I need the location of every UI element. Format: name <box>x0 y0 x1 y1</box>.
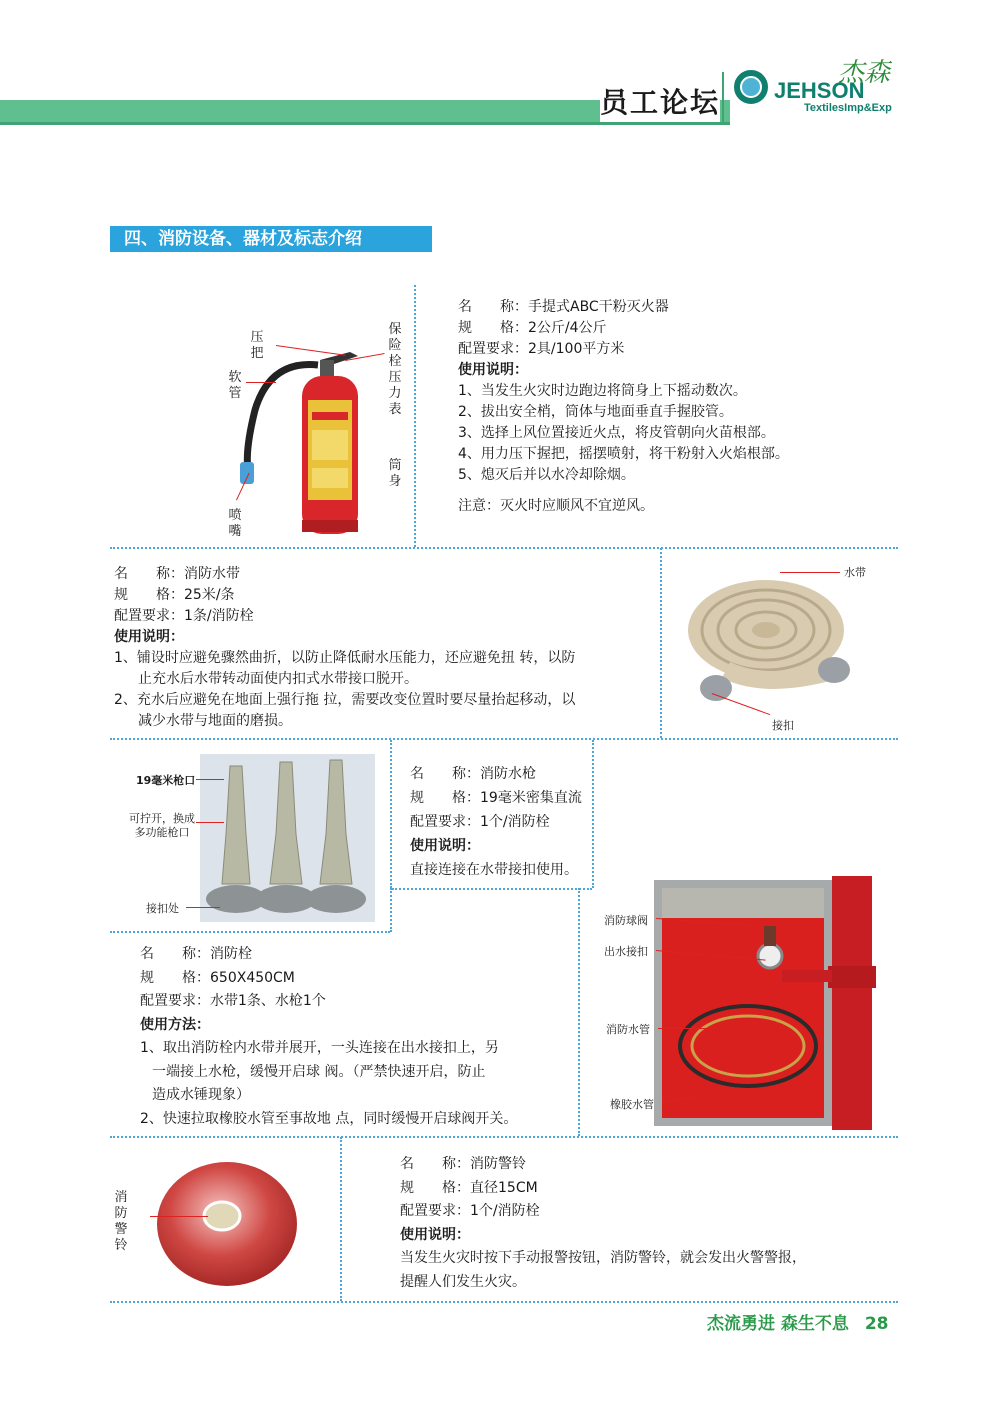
field-label: 名 称： <box>400 1156 470 1172</box>
hose-step: 减少水带与地面的磨损。 <box>138 713 292 729</box>
hose-req: 1条/消防栓 <box>184 608 254 624</box>
hydrant-label-outlet: 出水接扣 <box>604 945 648 958</box>
extinguisher-spec: 2公斤/4公斤 <box>528 320 607 336</box>
extinguisher-label-handle: 压把 <box>250 330 264 361</box>
extinguisher-req: 2具/100平方米 <box>528 341 625 357</box>
nozzle-usage-title: 使用说明： <box>410 838 480 854</box>
field-label: 名 称： <box>458 299 528 315</box>
nozzle-usage: 直接连接在水带接扣使用。 <box>410 862 578 878</box>
field-label: 名 称： <box>140 946 210 962</box>
hydrant-req: 水带1条、水枪1个 <box>210 993 326 1009</box>
hose-name-row <box>114 564 575 585</box>
brand-logo <box>730 50 900 126</box>
header-separator <box>722 72 724 124</box>
hose-usage-title: 使用说明： <box>114 629 184 645</box>
hydrant-label-valve: 消防球阀 <box>604 914 648 927</box>
extinguisher-step: 3、选择上风位置接近火点，将皮管朝向火苗根部。 <box>458 425 775 441</box>
nozzle-label-screw: 可拧开，换成多功能枪口 <box>129 812 195 839</box>
divider <box>390 740 392 888</box>
hydrant-label-rubber: 橡胶水管 <box>610 1098 654 1111</box>
hose-label-coupling: 接扣 <box>772 719 794 732</box>
divider <box>414 285 416 547</box>
bell-usage-line: 当发生火灾时按下手动报警按钮，消防警铃，就会发出火警警报， <box>400 1250 806 1266</box>
nozzle-spec-row <box>410 786 582 810</box>
nozzle-name: 消防水枪 <box>480 766 536 782</box>
divider <box>340 1137 342 1301</box>
divider <box>110 547 898 549</box>
hydrant-step: 1、取出消防栓内水带并展开，一头连接在出水接扣上，另 <box>140 1040 499 1056</box>
hose-step: 1、铺设时应避免骤然曲折，以防止降低耐水压能力，还应避免扭 转，以防 <box>114 650 576 666</box>
brand-cn: 杰森 <box>838 58 891 88</box>
field-label: 配置要求： <box>114 608 184 624</box>
field-label: 配置要求： <box>458 341 528 357</box>
extinguisher-usage-title: 使用说明： <box>458 362 528 378</box>
extinguisher-info <box>458 297 789 517</box>
bell-name: 消防警铃 <box>470 1156 526 1172</box>
bell-spec: 直径15CM <box>470 1179 538 1196</box>
nozzle-name-row <box>410 762 582 786</box>
pointer-line <box>196 822 224 823</box>
field-label: 规 格： <box>114 587 184 603</box>
hydrant-name-row <box>140 943 517 967</box>
footer-slogan <box>707 1309 889 1334</box>
pointer-line <box>186 907 220 908</box>
pointer-line <box>780 572 840 573</box>
page-number: 28 <box>864 1314 889 1334</box>
extinguisher-name: 手提式ABC干粉灭火器 <box>528 299 669 315</box>
pointer-line <box>196 779 224 780</box>
extinguisher-label-pin-gauge: 保险栓压力表 <box>388 322 402 417</box>
section-title: 四、消防设备、器材及标志介绍 <box>124 229 362 249</box>
extinguisher-step: 1、当发生火灾时边跑边将筒身上下摇动数次。 <box>458 383 747 399</box>
nozzle-label-mouth: 19毫米枪口 <box>136 774 196 787</box>
field-label: 规 格： <box>400 1179 470 1196</box>
field-label: 配置要求： <box>400 1203 470 1219</box>
extinguisher-label-body: 筒身 <box>388 458 402 489</box>
divider <box>110 738 898 740</box>
extinguisher-label-hose: 软管 <box>228 370 242 401</box>
divider <box>592 740 594 888</box>
divider <box>110 931 390 933</box>
bell-usage-title: 使用说明： <box>400 1226 470 1243</box>
extinguisher-note: 注意：灭火时应顺风不宜逆风。 <box>458 498 654 514</box>
extinguisher-name-row <box>458 297 789 318</box>
nozzle-label-joint: 接扣处 <box>146 902 179 915</box>
hose-photo <box>686 570 856 720</box>
pointer-line <box>246 382 276 383</box>
extinguisher-step: 2、拔出安全梢，筒体与地面垂直手握胶管。 <box>458 404 733 420</box>
field-label: 名 称： <box>410 766 480 782</box>
hydrant-name: 消防栓 <box>210 946 252 962</box>
field-label: 规 格： <box>458 320 528 336</box>
header-title: 员工论坛 <box>600 80 720 122</box>
field-label: 配置要求： <box>140 993 210 1009</box>
hose-info <box>114 564 575 732</box>
footer-slogan-text: 杰流勇进 森生不息 <box>707 1314 849 1334</box>
divider <box>392 888 592 890</box>
field-label: 配置要求： <box>410 814 480 830</box>
divider <box>110 1136 898 1138</box>
pointer-line <box>658 1028 708 1029</box>
bell-info <box>400 1153 806 1294</box>
hose-req-row <box>114 606 575 627</box>
extinguisher-photo <box>230 340 390 540</box>
bell-photo <box>156 1160 298 1288</box>
hydrant-spec-row <box>140 967 517 991</box>
hose-label-belt: 水带 <box>844 566 866 579</box>
field-label: 规 格： <box>410 790 480 806</box>
hose-spec: 25米/条 <box>184 587 235 603</box>
brand-sub: TextilesImp&Exp <box>804 102 892 114</box>
hose-step: 2、充水后应避免在地面上强行拖 拉，需要改变位置时要尽量抬起移动，以 <box>114 692 576 708</box>
brand-name: JEHSON <box>774 78 865 103</box>
hose-name: 消防水带 <box>184 566 240 582</box>
extinguisher-spec-row <box>458 318 789 339</box>
bell-name-row <box>400 1153 806 1177</box>
bell-label: 消防警铃 <box>114 1190 128 1253</box>
nozzle-info <box>410 762 582 882</box>
divider <box>578 888 580 1136</box>
divider <box>660 548 662 738</box>
bell-req-row <box>400 1200 806 1224</box>
bell-usage-line: 提醒人们发生火灾。 <box>400 1273 526 1290</box>
bell-spec-row <box>400 1177 806 1201</box>
nozzle-spec: 19毫米密集直流 <box>480 790 582 806</box>
extinguisher-req-row <box>458 339 789 360</box>
hydrant-req-row <box>140 990 517 1014</box>
hydrant-usage-title: 使用方法： <box>140 1016 210 1033</box>
hydrant-step: 一端接上水枪，缓慢开启球 阀。（严禁快速开启，防止 <box>152 1063 486 1080</box>
hydrant-step: 造成水锤现象） <box>152 1087 250 1103</box>
hydrant-info <box>140 943 517 1131</box>
divider <box>390 888 392 932</box>
hydrant-photo <box>652 876 880 1130</box>
bell-req: 1个/消防栓 <box>470 1203 540 1219</box>
hydrant-spec: 650X450CM <box>210 969 295 986</box>
hose-spec-row <box>114 585 575 606</box>
hydrant-label-pipe: 消防水管 <box>606 1023 650 1036</box>
divider <box>110 1301 898 1303</box>
nozzle-req: 1个/消防栓 <box>480 814 550 830</box>
hydrant-step: 2、快速拉取橡胶水管至事故地 点，同时缓慢开启球阀开关。 <box>140 1110 518 1127</box>
nozzle-photo <box>200 754 375 922</box>
logo-core-icon <box>742 78 760 96</box>
hose-step: 止充水后水带转动面使内扣式水带接口脱开。 <box>138 671 418 687</box>
extinguisher-label-nozzle: 喷嘴 <box>228 508 242 539</box>
pointer-line <box>150 1216 208 1217</box>
field-label: 规 格： <box>140 969 210 986</box>
extinguisher-step: 4、用力压下握把，摇摆喷射，将干粉射入火焰根部。 <box>458 446 789 462</box>
nozzle-req-row <box>410 810 582 834</box>
field-label: 名 称： <box>114 566 184 582</box>
extinguisher-step: 5、熄灭后并以水冷却除烟。 <box>458 467 635 483</box>
